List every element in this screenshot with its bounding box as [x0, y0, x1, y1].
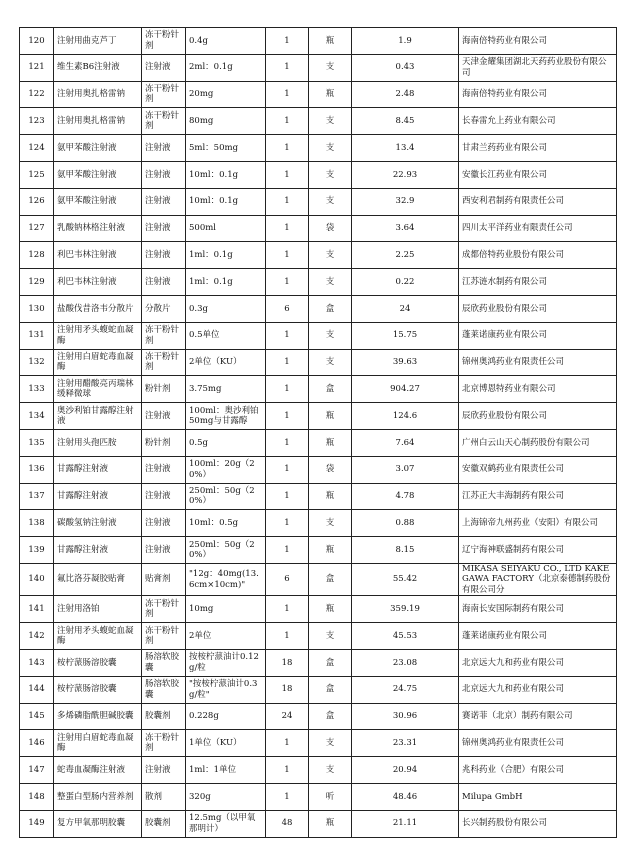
price-cell: 32.9 — [352, 188, 459, 215]
price-cell: 359.19 — [352, 596, 459, 623]
table-row — [20, 322, 617, 349]
row-number-cell: 130 — [20, 295, 54, 322]
dosage-form-cell: 冻干粉针剂 — [142, 28, 186, 55]
manufacturer-cell: 四川太平洋药业有限责任公司 — [459, 215, 617, 242]
dosage-form-cell: 冻干粉针剂 — [142, 108, 186, 135]
price-cell: 0.88 — [352, 510, 459, 537]
table-row — [20, 483, 617, 510]
table-row — [20, 269, 617, 296]
dosage-form-cell: 注射液 — [142, 757, 186, 784]
price-cell: 48.46 — [352, 784, 459, 811]
table-row — [20, 403, 617, 430]
dosage-form-cell: 分散片 — [142, 295, 186, 322]
table-row — [20, 537, 617, 564]
unit-cell: 听 — [309, 784, 352, 811]
unit-cell: 支 — [309, 242, 352, 269]
quantity-cell: 6 — [266, 563, 309, 596]
drug-name-cell: 乳酸钠林格注射液 — [54, 215, 142, 242]
unit-cell: 袋 — [309, 456, 352, 483]
price-cell: 3.64 — [352, 215, 459, 242]
manufacturer-cell: 海南长安国际制药有限公司 — [459, 596, 617, 623]
quantity-cell: 1 — [266, 730, 309, 757]
dosage-form-cell: 粉针剂 — [142, 429, 186, 456]
quantity-cell: 1 — [266, 376, 309, 403]
specification-cell: 按桉柠蒎油计0.12g/粒 — [186, 650, 266, 677]
row-number-cell: 133 — [20, 376, 54, 403]
quantity-cell: 1 — [266, 269, 309, 296]
manufacturer-cell: 赛诺菲（北京）制药有限公司 — [459, 703, 617, 730]
drug-name-cell: 注射用洛铂 — [54, 596, 142, 623]
dosage-form-cell: 冻干粉针剂 — [142, 623, 186, 650]
quantity-cell: 1 — [266, 349, 309, 376]
manufacturer-cell: 成都倍特药业股份有限公司 — [459, 242, 617, 269]
specification-cell: 1ml：0.1g — [186, 242, 266, 269]
row-number-cell: 125 — [20, 161, 54, 188]
manufacturer-cell: 上海锦帝九州药业（安阳）有限公司 — [459, 510, 617, 537]
specification-cell: 1单位（KU） — [186, 730, 266, 757]
manufacturer-cell: 长兴制药股份有限公司 — [459, 810, 617, 837]
quantity-cell: 1 — [266, 28, 309, 55]
dosage-form-cell: 注射液 — [142, 54, 186, 81]
specification-cell: 10mg — [186, 596, 266, 623]
row-number-cell: 136 — [20, 456, 54, 483]
specification-cell: 2单位（KU） — [186, 349, 266, 376]
manufacturer-cell: 辰欣药业股份有限公司 — [459, 295, 617, 322]
manufacturer-cell: 海南倍特药业有限公司 — [459, 81, 617, 108]
drug-name-cell: 奥沙利铂甘露醇注射液 — [54, 403, 142, 430]
drug-name-cell: 复方甲氧那明胶囊 — [54, 810, 142, 837]
quantity-cell: 18 — [266, 650, 309, 677]
table-body — [20, 28, 617, 838]
table-row — [20, 730, 617, 757]
table-row — [20, 676, 617, 703]
row-number-cell: 134 — [20, 403, 54, 430]
quantity-cell: 1 — [266, 537, 309, 564]
specification-cell: 80mg — [186, 108, 266, 135]
quantity-cell: 1 — [266, 623, 309, 650]
specification-cell: 2单位 — [186, 623, 266, 650]
price-cell: 30.96 — [352, 703, 459, 730]
specification-cell: 250ml：50g（20%） — [186, 483, 266, 510]
drug-name-cell: 碳酸氢钠注射液 — [54, 510, 142, 537]
unit-cell: 瓶 — [309, 81, 352, 108]
dosage-form-cell: 贴膏剂 — [142, 563, 186, 596]
row-number-cell: 149 — [20, 810, 54, 837]
quantity-cell: 1 — [266, 161, 309, 188]
price-cell: 39.63 — [352, 349, 459, 376]
table-row — [20, 135, 617, 162]
table-row — [20, 349, 617, 376]
unit-cell: 盒 — [309, 376, 352, 403]
price-cell: 55.42 — [352, 563, 459, 596]
price-cell: 2.25 — [352, 242, 459, 269]
table-row — [20, 596, 617, 623]
manufacturer-cell: 锦州奥鸿药业有限责任公司 — [459, 349, 617, 376]
unit-cell: 支 — [309, 510, 352, 537]
drug-name-cell: 蛇毒血凝酶注射液 — [54, 757, 142, 784]
manufacturer-cell: 甘肃兰药药业有限公司 — [459, 135, 617, 162]
unit-cell: 瓶 — [309, 28, 352, 55]
quantity-cell: 1 — [266, 429, 309, 456]
manufacturer-cell: 辽宁海神联盛制药有限公司 — [459, 537, 617, 564]
drug-name-cell: 注射用白眉蛇毒血凝酶 — [54, 730, 142, 757]
price-cell: 13.4 — [352, 135, 459, 162]
row-number-cell: 120 — [20, 28, 54, 55]
drug-price-table — [19, 27, 617, 838]
drug-name-cell: 甘露醇注射液 — [54, 456, 142, 483]
quantity-cell: 6 — [266, 295, 309, 322]
unit-cell: 支 — [309, 757, 352, 784]
table-row — [20, 215, 617, 242]
price-cell: 23.31 — [352, 730, 459, 757]
unit-cell: 瓶 — [309, 403, 352, 430]
specification-cell: 500ml — [186, 215, 266, 242]
table-row — [20, 295, 617, 322]
dosage-form-cell: 注射液 — [142, 242, 186, 269]
manufacturer-cell: 安徽长江药业有限公司 — [459, 161, 617, 188]
unit-cell: 瓶 — [309, 596, 352, 623]
table-row — [20, 188, 617, 215]
manufacturer-cell: 海南倍特药业有限公司 — [459, 28, 617, 55]
unit-cell: 瓶 — [309, 537, 352, 564]
quantity-cell: 1 — [266, 596, 309, 623]
unit-cell: 盒 — [309, 676, 352, 703]
quantity-cell: 1 — [266, 403, 309, 430]
drug-name-cell: 注射用奥扎格雷钠 — [54, 81, 142, 108]
drug-name-cell: 注射用矛头蝮蛇血凝酶 — [54, 322, 142, 349]
quantity-cell: 1 — [266, 54, 309, 81]
dosage-form-cell: 散剂 — [142, 784, 186, 811]
row-number-cell: 131 — [20, 322, 54, 349]
manufacturer-cell: 辰欣药业股份有限公司 — [459, 403, 617, 430]
specification-cell: "12g：40mg(13.6cm×10cm)" — [186, 563, 266, 596]
row-number-cell: 128 — [20, 242, 54, 269]
specification-cell: 10ml：0.1g — [186, 188, 266, 215]
specification-cell: 2ml：0.1g — [186, 54, 266, 81]
manufacturer-cell: 安徽双鹤药业有限责任公司 — [459, 456, 617, 483]
drug-name-cell: 氟比洛芬凝胶贴膏 — [54, 563, 142, 596]
manufacturer-cell: 北京远大九和药业有限公司 — [459, 650, 617, 677]
row-number-cell: 145 — [20, 703, 54, 730]
manufacturer-cell: 北京博恩特药业有限公司 — [459, 376, 617, 403]
row-number-cell: 143 — [20, 650, 54, 677]
price-cell: 3.07 — [352, 456, 459, 483]
drug-name-cell: 氨甲苯酸注射液 — [54, 135, 142, 162]
dosage-form-cell: 冻干粉针剂 — [142, 730, 186, 757]
manufacturer-cell: 广州白云山天心制药股份有限公司 — [459, 429, 617, 456]
price-cell: 24.75 — [352, 676, 459, 703]
drug-name-cell: 注射用醋酸亮丙瑞林缓释微球 — [54, 376, 142, 403]
table-row — [20, 161, 617, 188]
price-cell: 904.27 — [352, 376, 459, 403]
dosage-form-cell: 注射液 — [142, 135, 186, 162]
unit-cell: 支 — [309, 349, 352, 376]
table-row — [20, 703, 617, 730]
row-number-cell: 144 — [20, 676, 54, 703]
specification-cell: 20mg — [186, 81, 266, 108]
drug-name-cell: 多烯磷脂酰胆碱胶囊 — [54, 703, 142, 730]
row-number-cell: 138 — [20, 510, 54, 537]
dosage-form-cell: 注射液 — [142, 269, 186, 296]
unit-cell: 盒 — [309, 703, 352, 730]
price-cell: 8.45 — [352, 108, 459, 135]
dosage-form-cell: 胶囊剂 — [142, 810, 186, 837]
row-number-cell: 140 — [20, 563, 54, 596]
manufacturer-cell: 天津金耀集团湖北天药药业股份有限公司 — [459, 54, 617, 81]
table-row — [20, 108, 617, 135]
table-row — [20, 623, 617, 650]
row-number-cell: 147 — [20, 757, 54, 784]
price-cell: 21.11 — [352, 810, 459, 837]
unit-cell: 盒 — [309, 650, 352, 677]
row-number-cell: 122 — [20, 81, 54, 108]
unit-cell: 支 — [309, 623, 352, 650]
row-number-cell: 123 — [20, 108, 54, 135]
unit-cell: 盒 — [309, 563, 352, 596]
table-row — [20, 563, 617, 596]
row-number-cell: 137 — [20, 483, 54, 510]
specification-cell: 1ml：1单位 — [186, 757, 266, 784]
quantity-cell: 1 — [266, 757, 309, 784]
manufacturer-cell: Milupa GmbH — [459, 784, 617, 811]
manufacturer-cell: MIKASA SEIYAKU CO., LTD KAKEGAWA FACTORY（北京泰德制药股份有限公司分 — [459, 563, 617, 596]
dosage-form-cell: 注射液 — [142, 456, 186, 483]
dosage-form-cell: 注射液 — [142, 403, 186, 430]
table-row — [20, 376, 617, 403]
dosage-form-cell: 注射液 — [142, 537, 186, 564]
table-row — [20, 650, 617, 677]
row-number-cell: 146 — [20, 730, 54, 757]
manufacturer-cell: 锦州奥鸿药业有限责任公司 — [459, 730, 617, 757]
drug-name-cell: 甘露醇注射液 — [54, 537, 142, 564]
specification-cell: 100ml：20g（20%） — [186, 456, 266, 483]
price-cell: 1.9 — [352, 28, 459, 55]
specification-cell: "按桉柠蒎油计0.3g/粒" — [186, 676, 266, 703]
unit-cell: 支 — [309, 730, 352, 757]
unit-cell: 支 — [309, 54, 352, 81]
specification-cell: 10ml：0.5g — [186, 510, 266, 537]
manufacturer-cell: 蓬莱诺康药业有限公司 — [459, 322, 617, 349]
dosage-form-cell: 冻干粉针剂 — [142, 596, 186, 623]
quantity-cell: 1 — [266, 188, 309, 215]
price-cell: 24 — [352, 295, 459, 322]
row-number-cell: 124 — [20, 135, 54, 162]
row-number-cell: 139 — [20, 537, 54, 564]
unit-cell: 瓶 — [309, 429, 352, 456]
drug-name-cell: 注射用矛头蝮蛇血凝酶 — [54, 623, 142, 650]
price-cell: 23.08 — [352, 650, 459, 677]
quantity-cell: 1 — [266, 483, 309, 510]
drug-name-cell: 维生素B6注射液 — [54, 54, 142, 81]
table-row — [20, 54, 617, 81]
specification-cell: 320g — [186, 784, 266, 811]
specification-cell: 100ml：奥沙利铂50mg与甘露醇 — [186, 403, 266, 430]
dosage-form-cell: 注射液 — [142, 510, 186, 537]
quantity-cell: 1 — [266, 510, 309, 537]
price-cell: 7.64 — [352, 429, 459, 456]
specification-cell: 0.228g — [186, 703, 266, 730]
dosage-form-cell: 注射液 — [142, 483, 186, 510]
quantity-cell: 1 — [266, 108, 309, 135]
table-row — [20, 81, 617, 108]
specification-cell: 0.5g — [186, 429, 266, 456]
specification-cell: 3.75mg — [186, 376, 266, 403]
price-cell: 45.53 — [352, 623, 459, 650]
price-cell: 0.22 — [352, 269, 459, 296]
quantity-cell: 1 — [266, 456, 309, 483]
drug-name-cell: 盐酸伐昔洛韦分散片 — [54, 295, 142, 322]
manufacturer-cell: 江苏正大丰海制药有限公司 — [459, 483, 617, 510]
table-row — [20, 784, 617, 811]
dosage-form-cell: 冻干粉针剂 — [142, 349, 186, 376]
drug-name-cell: 注射用白眉蛇毒血凝酶 — [54, 349, 142, 376]
price-cell: 124.6 — [352, 403, 459, 430]
drug-name-cell: 桉柠蒎肠溶胶囊 — [54, 676, 142, 703]
manufacturer-cell: 江苏涟水制药有限公司 — [459, 269, 617, 296]
table-row — [20, 456, 617, 483]
dosage-form-cell: 注射液 — [142, 215, 186, 242]
dosage-form-cell: 粉针剂 — [142, 376, 186, 403]
dosage-form-cell: 胶囊剂 — [142, 703, 186, 730]
drug-name-cell: 整蛋白型肠内营养剂 — [54, 784, 142, 811]
quantity-cell: 1 — [266, 215, 309, 242]
row-number-cell: 135 — [20, 429, 54, 456]
row-number-cell: 142 — [20, 623, 54, 650]
quantity-cell: 18 — [266, 676, 309, 703]
specification-cell: 12.5mg（以甲氧那明计） — [186, 810, 266, 837]
dosage-form-cell: 冻干粉针剂 — [142, 322, 186, 349]
dosage-form-cell: 冻干粉针剂 — [142, 81, 186, 108]
quantity-cell: 48 — [266, 810, 309, 837]
specification-cell: 0.3g — [186, 295, 266, 322]
price-cell: 15.75 — [352, 322, 459, 349]
unit-cell: 支 — [309, 135, 352, 162]
unit-cell: 袋 — [309, 215, 352, 242]
row-number-cell: 141 — [20, 596, 54, 623]
specification-cell: 0.4g — [186, 28, 266, 55]
quantity-cell: 24 — [266, 703, 309, 730]
dosage-form-cell: 注射液 — [142, 161, 186, 188]
row-number-cell: 127 — [20, 215, 54, 242]
price-cell: 22.93 — [352, 161, 459, 188]
dosage-form-cell: 注射液 — [142, 188, 186, 215]
row-number-cell: 132 — [20, 349, 54, 376]
manufacturer-cell: 兆科药业（合肥）有限公司 — [459, 757, 617, 784]
drug-name-cell: 注射用奥扎格雷钠 — [54, 108, 142, 135]
dosage-form-cell: 肠溶软胶囊 — [142, 676, 186, 703]
table-row — [20, 242, 617, 269]
manufacturer-cell: 蓬莱诺康药业有限公司 — [459, 623, 617, 650]
unit-cell: 支 — [309, 322, 352, 349]
unit-cell: 瓶 — [309, 810, 352, 837]
price-cell: 20.94 — [352, 757, 459, 784]
dosage-form-cell: 肠溶软胶囊 — [142, 650, 186, 677]
drug-name-cell: 甘露醇注射液 — [54, 483, 142, 510]
manufacturer-cell: 西安利君制药有限责任公司 — [459, 188, 617, 215]
drug-name-cell: 氨甲苯酸注射液 — [54, 161, 142, 188]
specification-cell: 5ml：50mg — [186, 135, 266, 162]
specification-cell: 1ml：0.1g — [186, 269, 266, 296]
quantity-cell: 1 — [266, 322, 309, 349]
row-number-cell: 129 — [20, 269, 54, 296]
unit-cell: 瓶 — [309, 483, 352, 510]
specification-cell: 0.5单位 — [186, 322, 266, 349]
drug-name-cell: 利巴韦林注射液 — [54, 269, 142, 296]
row-number-cell: 121 — [20, 54, 54, 81]
unit-cell: 支 — [309, 108, 352, 135]
price-cell: 0.43 — [352, 54, 459, 81]
quantity-cell: 1 — [266, 135, 309, 162]
price-cell: 8.15 — [352, 537, 459, 564]
row-number-cell: 126 — [20, 188, 54, 215]
specification-cell: 250ml：50g（20%） — [186, 537, 266, 564]
table-row — [20, 510, 617, 537]
manufacturer-cell: 北京远大九和药业有限公司 — [459, 676, 617, 703]
drug-name-cell: 氨甲苯酸注射液 — [54, 188, 142, 215]
drug-name-cell: 注射用头孢匹胺 — [54, 429, 142, 456]
unit-cell: 支 — [309, 269, 352, 296]
quantity-cell: 1 — [266, 81, 309, 108]
table-row — [20, 757, 617, 784]
drug-name-cell: 注射用曲克芦丁 — [54, 28, 142, 55]
quantity-cell: 1 — [266, 784, 309, 811]
price-cell: 4.78 — [352, 483, 459, 510]
unit-cell: 支 — [309, 161, 352, 188]
unit-cell: 支 — [309, 188, 352, 215]
quantity-cell: 1 — [266, 242, 309, 269]
table-row — [20, 28, 617, 55]
price-cell: 2.48 — [352, 81, 459, 108]
manufacturer-cell: 长春雷允上药业有限公司 — [459, 108, 617, 135]
table-row — [20, 810, 617, 837]
specification-cell: 10ml：0.1g — [186, 161, 266, 188]
table-row — [20, 429, 617, 456]
drug-name-cell: 利巴韦林注射液 — [54, 242, 142, 269]
unit-cell: 盒 — [309, 295, 352, 322]
drug-name-cell: 桉柠蒎肠溶胶囊 — [54, 650, 142, 677]
row-number-cell: 148 — [20, 784, 54, 811]
